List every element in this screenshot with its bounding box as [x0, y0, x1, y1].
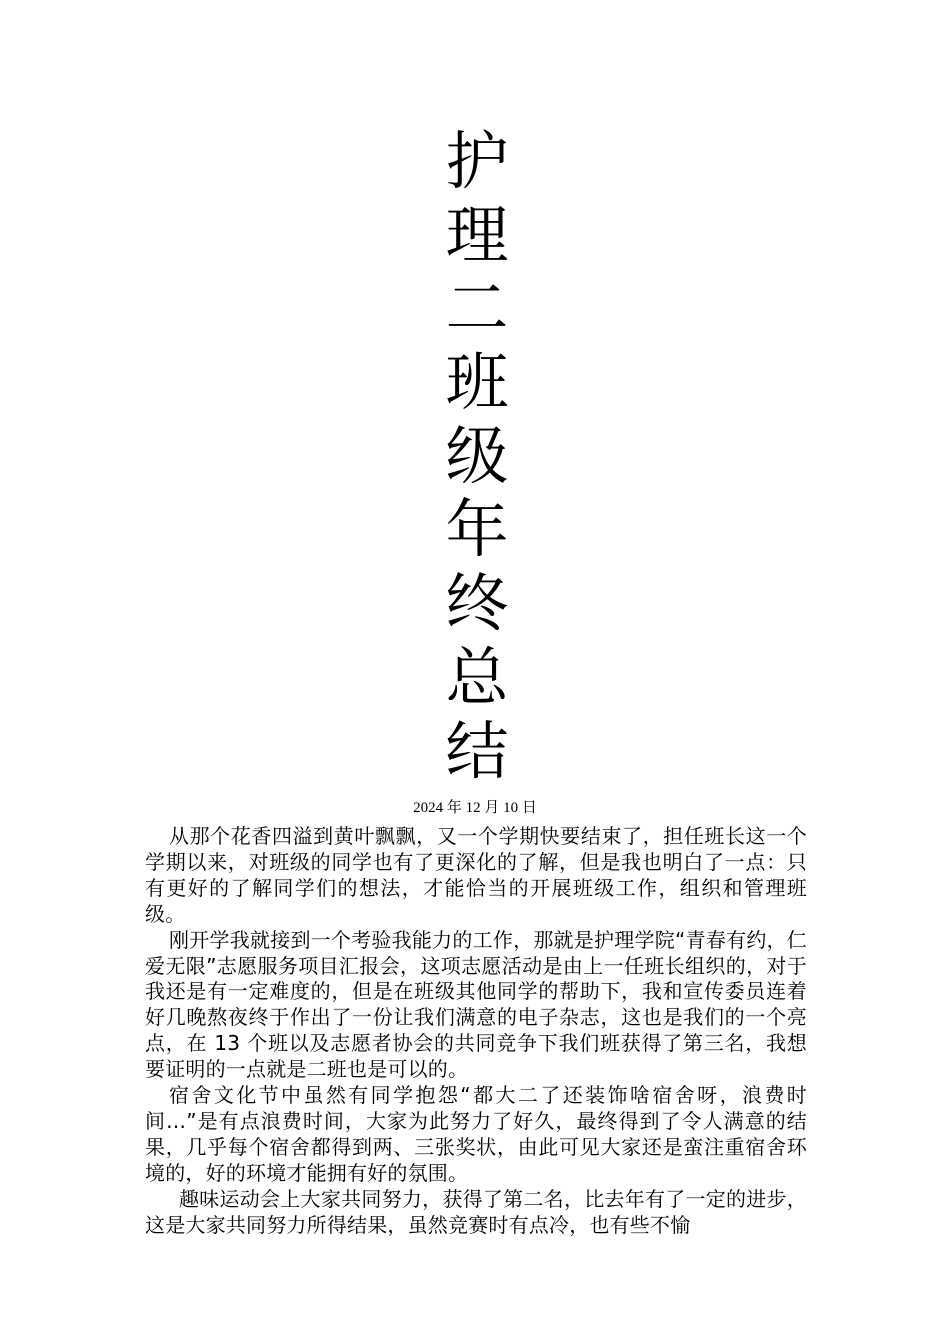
title-char: 终	[445, 567, 509, 641]
title-char: 班	[445, 346, 509, 420]
document-title	[442, 125, 512, 788]
paragraph: 趣味运动会上大家共同努力，获得了第二名，比去年有了一定的进步，这是大家共同努力所得结果，虽然竞赛时有点冷，也有些不愉	[145, 1186, 807, 1237]
title-char: 年	[445, 493, 509, 567]
title-char: 总	[445, 640, 509, 714]
document-date: 2024 年 12 月 10 日	[413, 800, 537, 816]
title-char: 级	[445, 419, 509, 493]
paragraph: 宿舍文化节中虽然有同学抱怨“都大二了还装饰啥宿舍呀，浪费时间…”是有点浪费时间，大家为此努力了好久，最终得到了令人满意的结果，几乎每个宿舍都得到两、三张奖状，由此可见大家还是蛮注重宿舍环境的，好的环境才能拥有好的氛围。	[145, 1083, 807, 1185]
title-char: 护	[445, 125, 509, 198]
document-body	[145, 824, 807, 1324]
paragraph: 从那个花香四溢到黄叶飘飘，又一个学期快要结束了，担任班长这一个学期以来，对班级的同学也有了更深化的了解，但是我也明白了一点：只有更好的了解同学们的想法，才能恰当的开展班级工作，组织和管理班级。	[145, 824, 807, 926]
paragraph: 刚开学我就接到一个考验我能力的工作，那就是护理学院“青春有约，仁爱无限”志愿服务项目汇报会，这项志愿活动是由上一任班长组织的，对于我还是有一定难度的，但是在班级其他同学的帮助下，我和宣传委员连着好几晚熬夜终于作出了一份让我们满意的电子杂志，这也是我们的一个亮点，在 13 个班以及志愿者协会的共同竞争下我们班获得了第三名，我想要证明的一点就是二班也是可以的。	[145, 927, 807, 1082]
title-char: 理	[445, 198, 509, 272]
title-char: 结	[445, 714, 509, 788]
title-char: 二	[445, 272, 509, 346]
